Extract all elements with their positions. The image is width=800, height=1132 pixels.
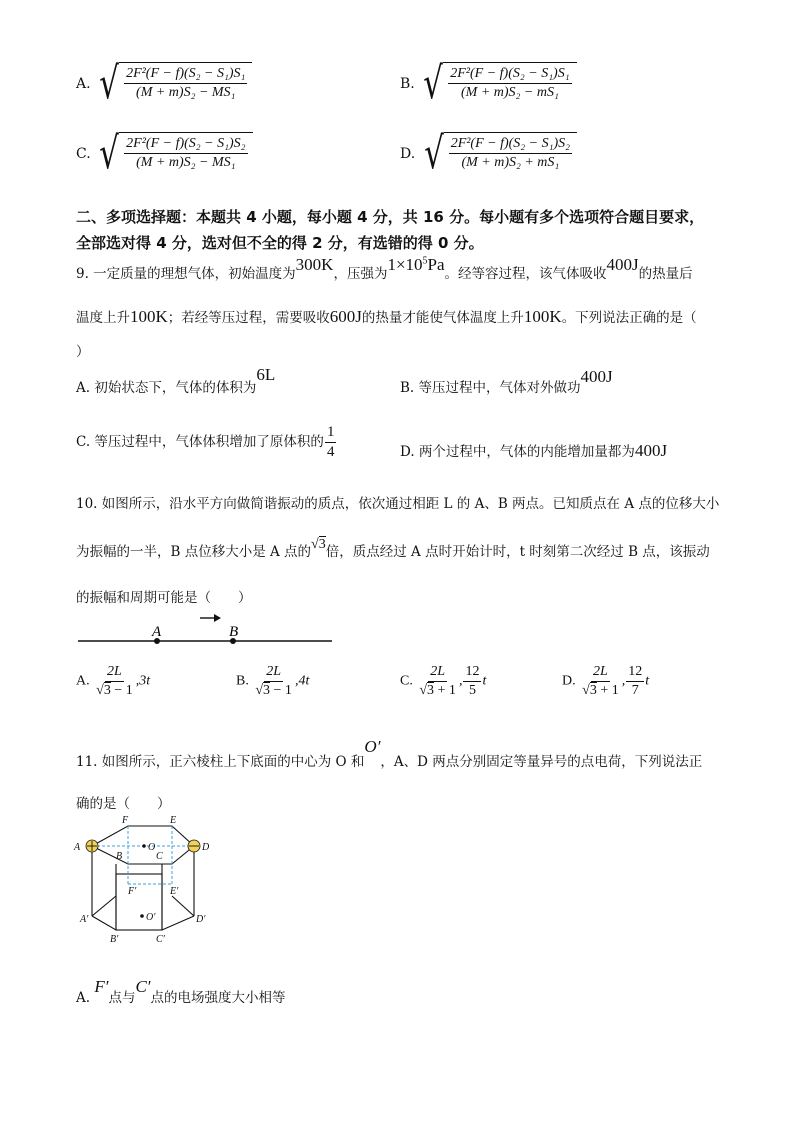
center-o xyxy=(142,844,146,848)
value: 400J xyxy=(580,367,613,386)
label-a-prime: A′ xyxy=(80,914,89,925)
sqrt-icon: √ xyxy=(423,58,444,109)
tail: t xyxy=(482,673,487,689)
section-heading-line-1: 二、多项选择题：本题共 4 小题，每小题 4 分，共 16 分。每小题有多个选项符合题目要求， xyxy=(76,208,705,226)
text: 。经等容过程，该气体吸收 xyxy=(444,266,607,282)
text: 倍，质点经过 A 点时开始计时，t 时刻第二次经过 B 点，该振动 xyxy=(325,544,710,560)
denominator: (M + m)S₂ + mS₁ xyxy=(461,155,560,170)
sqrt-expression xyxy=(95,58,252,109)
text: 9. 一定质量的理想气体，初始温度为 xyxy=(76,266,296,282)
option-label: D. xyxy=(400,146,416,162)
text: 点的电场强度大小相等 xyxy=(150,990,286,1006)
fraction xyxy=(463,664,481,699)
text: 温度上升 xyxy=(76,310,130,326)
option-label: B. xyxy=(400,76,415,92)
text: ，压强为 xyxy=(333,266,388,282)
q10-figure xyxy=(76,610,338,650)
q9-option-a xyxy=(76,365,276,397)
option-label: A. xyxy=(76,990,91,1006)
denominator-op: − 1 xyxy=(273,683,292,698)
exponent: 5 xyxy=(422,255,428,267)
denominator: 5 xyxy=(468,683,476,698)
denominator: (M + m)S₂ − mS₁ xyxy=(461,85,559,100)
value: 100K xyxy=(523,307,562,326)
radicand: 3 xyxy=(589,683,597,698)
text: C. 等压过程中，气体体积增加了原体积的 xyxy=(76,434,324,450)
radicand: 3 xyxy=(103,683,111,698)
q10-line-3: 的振幅和周期可能是（ ） xyxy=(76,590,252,606)
text: ，A、D 两点分别固定等量异号的点电荷，下列说法正 xyxy=(380,754,703,770)
text: D. 两个过程中，气体的内能增加量都为 xyxy=(400,444,635,460)
numerator: 12 xyxy=(463,664,481,682)
denominator: 7 xyxy=(631,683,639,698)
option-label: A. xyxy=(76,76,91,92)
q11-line-1 xyxy=(76,737,703,771)
value: 400J xyxy=(606,255,639,274)
label-o: O xyxy=(148,842,156,853)
q10-option-c: C. $\frac{2L}{√3 + 1}$ , $\frac{12}{5}$ t xyxy=(400,664,487,698)
q9-line-3: ） xyxy=(76,344,90,360)
top-hexagon-front xyxy=(92,846,194,864)
text: B. 等压过程中，气体对外做功 xyxy=(400,380,581,396)
fraction xyxy=(124,66,247,101)
value: C′ xyxy=(135,977,151,996)
text: 。下列说法正确的是（ xyxy=(561,310,697,326)
radicand: 3 xyxy=(318,537,326,552)
denominator: (M + m)S₂ − MS₁ xyxy=(136,155,236,170)
denominator: 4 xyxy=(326,444,335,460)
hexagonal-prism-figure xyxy=(72,812,222,948)
value: O′ xyxy=(364,737,381,756)
text: 点与 xyxy=(108,990,136,1006)
section-heading-line-2: 全部选对得 4 分，选对但不全的得 2 分，有选错的得 0 分。 xyxy=(76,234,484,252)
numerator: 12 xyxy=(626,664,644,682)
q8-option-b xyxy=(400,58,577,109)
option-label: C. xyxy=(400,673,413,689)
fraction xyxy=(449,136,572,171)
tail: t xyxy=(645,673,650,689)
tail: ,3t xyxy=(135,673,151,689)
label-f: F xyxy=(122,815,129,826)
sqrt-expression xyxy=(419,58,576,109)
unit: Pa xyxy=(427,255,445,274)
value: 400J xyxy=(634,441,668,460)
q10-line-2: 为振幅的一半，B 点位移大小是 A 点的√3倍，质点经过 A 点时开始计时，t 时刻第二次经过 B 点，该振动 xyxy=(76,537,710,560)
fraction xyxy=(448,66,571,101)
text: 11. 如图所示，正六棱柱上下底面的中心为 O 和 xyxy=(76,754,365,770)
label-b: B xyxy=(116,851,123,862)
label-e-prime: E′ xyxy=(170,886,179,897)
q10-option-d: D. $\frac{2L}{√3 + 1}$ , $\frac{12}{7}$ t xyxy=(562,664,650,698)
value: 6L xyxy=(256,365,276,384)
sqrt-icon: √ xyxy=(99,58,119,109)
value: F′ xyxy=(94,977,109,996)
sqrt-expression xyxy=(95,128,252,179)
value: 100K xyxy=(130,307,168,326)
label-e: E xyxy=(170,815,177,826)
q10-option-b xyxy=(236,664,309,699)
fraction xyxy=(124,136,247,171)
label-f-prime: F′ xyxy=(128,886,137,897)
label-o-prime: O′ xyxy=(146,912,156,923)
option-label: D. xyxy=(562,673,576,689)
q11-line-2: 确的是（ ） xyxy=(76,796,171,812)
fraction xyxy=(626,664,644,699)
fraction: $\frac{2L}{√3 + 1}$ xyxy=(419,664,456,698)
sqrt-icon: √ xyxy=(423,128,444,179)
numerator: 2F²(F − f)(S₂ − S₁)S₂ xyxy=(124,136,247,154)
numerator: 2F²(F − f)(S₂ − S₁)S₁ xyxy=(448,66,571,84)
value: 600J xyxy=(329,307,362,326)
text: 的热量才能使气体温度上升 xyxy=(361,310,524,326)
center-o-prime xyxy=(140,914,144,918)
label-b-prime: B′ xyxy=(110,934,119,945)
option-label: C. xyxy=(76,146,91,162)
q8-option-a xyxy=(76,58,252,109)
numerator: 2L xyxy=(264,664,283,682)
arrow-head-icon xyxy=(214,614,221,622)
label-d-prime: D′ xyxy=(196,914,206,925)
value: 300K xyxy=(295,255,334,274)
q9-line-2 xyxy=(76,306,697,327)
numerator: 2F²(F − f)(S₂ − S₁)S₁ xyxy=(124,66,247,84)
label-a: A xyxy=(74,842,81,853)
label-a: A xyxy=(152,624,162,640)
q9-option-c xyxy=(76,424,337,461)
q8-option-c xyxy=(76,128,253,179)
denominator: (M + m)S₂ − MS₁ xyxy=(136,85,236,100)
text: 为振幅的一半，B 点位移大小是 A 点的 xyxy=(76,544,312,560)
label-d: D xyxy=(202,842,210,853)
edge-d-inner xyxy=(172,896,194,916)
denominator-op: + 1 xyxy=(600,683,619,698)
option-label: A. xyxy=(76,673,90,689)
fraction xyxy=(325,424,337,461)
radicand: 3 xyxy=(263,683,271,698)
q9-option-d xyxy=(400,440,667,461)
sqrt-icon: √ xyxy=(99,128,119,179)
denominator-op: − 1 xyxy=(114,683,133,698)
numerator: 2L xyxy=(591,664,610,682)
q9-line-1 xyxy=(76,255,693,283)
fraction: $\frac{2L}{√3 - 1}$ xyxy=(96,664,133,698)
q10-option-a xyxy=(76,664,150,699)
option-label: B. xyxy=(236,673,249,689)
edge-a-inner xyxy=(92,896,116,916)
text: A. 初始状态下，气体的体积为 xyxy=(76,380,257,396)
label-c: C xyxy=(156,851,163,862)
fraction: $\frac{2L}{√3 + 1}$ xyxy=(582,664,619,698)
q11-option-a xyxy=(76,977,286,1007)
label-c-prime: C′ xyxy=(156,934,165,945)
tail: ,4t xyxy=(294,673,310,689)
q10-line-1: 10. 如图所示，沿水平方向做简谐振动的质点，依次通过相距 L 的 A、B 两点。已知质点在 A 点的位移大小 xyxy=(76,496,720,512)
q9-option-b xyxy=(400,367,613,397)
denominator-op: + 1 xyxy=(437,683,456,698)
numerator: 2L xyxy=(105,664,124,682)
text: ；若经等压过程，需要吸收 xyxy=(167,310,330,326)
top-hexagon-back xyxy=(92,826,194,846)
numerator: 1 xyxy=(325,424,337,443)
numerator: 2L xyxy=(428,664,447,682)
numerator: 2F²(F − f)(S₂ − S₁)S₂ xyxy=(449,136,572,154)
bottom-hexagon-front xyxy=(92,916,194,930)
fraction: $\frac{2L}{√3 - 1}$ xyxy=(255,664,292,698)
radicand: 3 xyxy=(427,683,435,698)
sqrt-expression xyxy=(420,128,577,179)
q8-option-d xyxy=(400,128,577,179)
value: 1×10 xyxy=(387,255,423,274)
label-b: B xyxy=(229,624,239,640)
text: 的热量后 xyxy=(638,266,693,282)
